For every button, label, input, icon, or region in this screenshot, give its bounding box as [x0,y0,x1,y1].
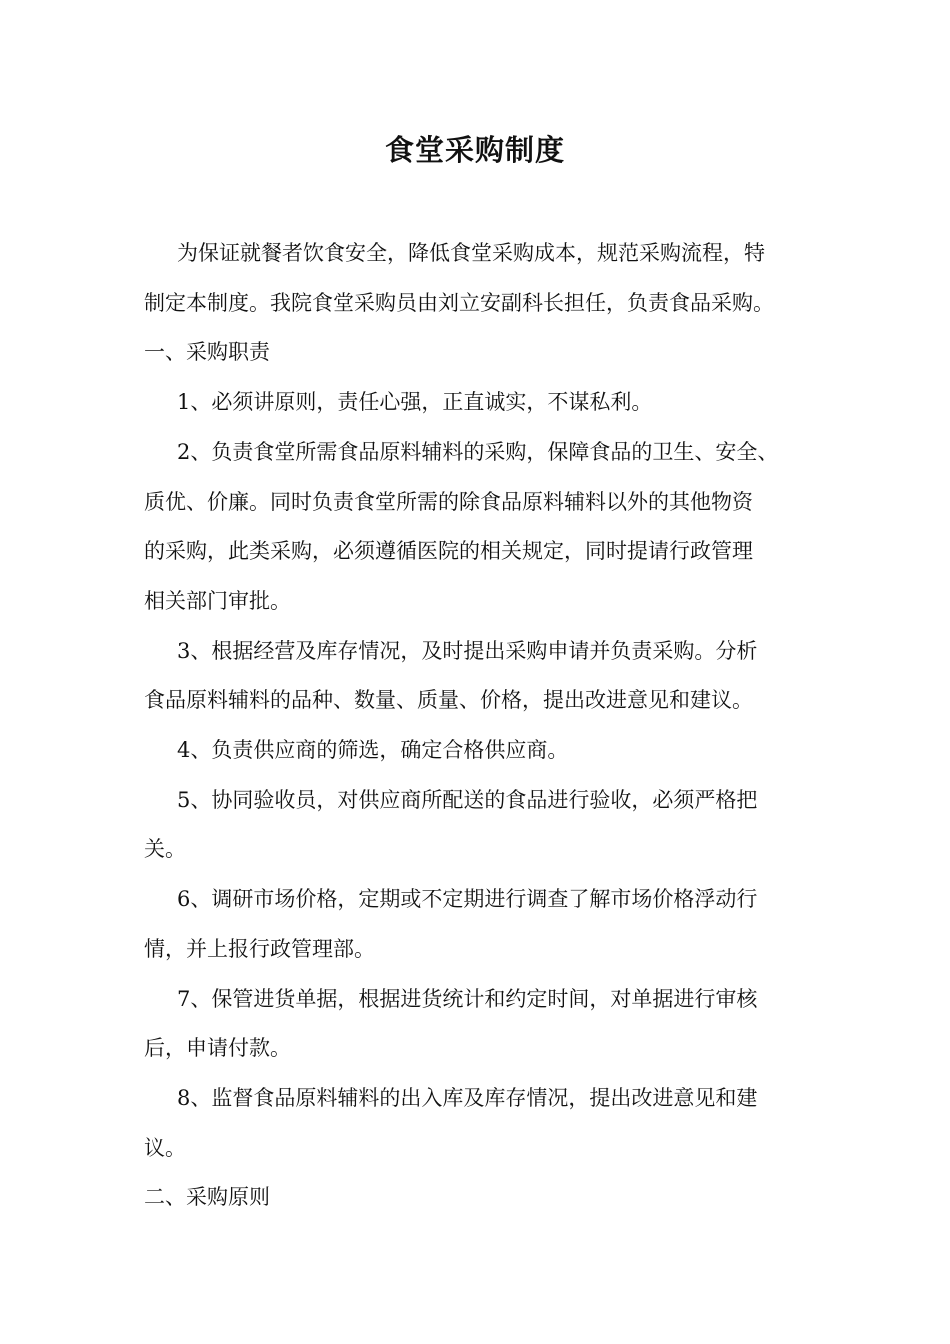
text-line: 一、采购职责 [144,340,270,365]
list-item [144,726,824,776]
list-item [144,428,824,627]
text-line: 情，并上报行政管理部。 [144,936,375,961]
text-line: 的采购，此类采购，必须遵循医院的相关规定，同时提请行政管理 [144,539,753,564]
list-item [144,627,824,726]
text-line: 议。 [144,1135,186,1160]
list-item [144,975,824,1074]
section-heading [144,328,824,378]
text-line: 制定本制度。我院食堂采购员由刘立安副科长担任，负责食品采购。 [144,290,774,315]
text-line: 8、监督食品原料辅料的出入库及库存情况，提出改进意见和建 [177,1085,758,1110]
document-title: 食堂采购制度 [384,133,565,167]
text-line: 质优、价廉。同时负责食堂所需的除食品原料辅料以外的其他物资 [144,489,753,514]
text-line: 关。 [144,837,186,862]
text-line: 1、必须讲原则，责任心强，正直诚实，不谋私利。 [177,390,653,415]
list-item [144,1074,824,1173]
text-line: 4、负责供应商的筛选，确定合格供应商。 [177,738,569,763]
intro-paragraph [144,229,824,328]
text-line: 为保证就餐者饮食安全，降低食堂采购成本，规范采购流程，特 [177,241,765,265]
text-line: 7、保管进货单据，根据进货统计和约定时间，对单据进行审核 [177,986,758,1011]
list-item [144,776,824,875]
section-heading [144,1173,824,1223]
document-body [144,229,824,1223]
list-item [144,875,824,974]
text-line: 二、采购原则 [144,1185,270,1210]
text-line: 2、负责食堂所需食品原料辅料的采购，保障食品的卫生、安全、 [177,439,779,464]
text-line: 3、根据经营及库存情况，及时提出采购申请并负责采购。分析 [177,638,758,663]
text-line: 6、调研市场价格，定期或不定期进行调查了解市场价格浮动行 [177,887,758,912]
text-line: 相关部门审批。 [144,588,291,613]
list-item [144,378,824,428]
text-line: 食品原料辅料的品种、数量、质量、价格，提出改进意见和建议。 [144,688,753,713]
text-line: 5、协同验收员，对供应商所配送的食品进行验收，必须严格把 [177,787,758,812]
text-line: 后，申请付款。 [144,1036,291,1061]
